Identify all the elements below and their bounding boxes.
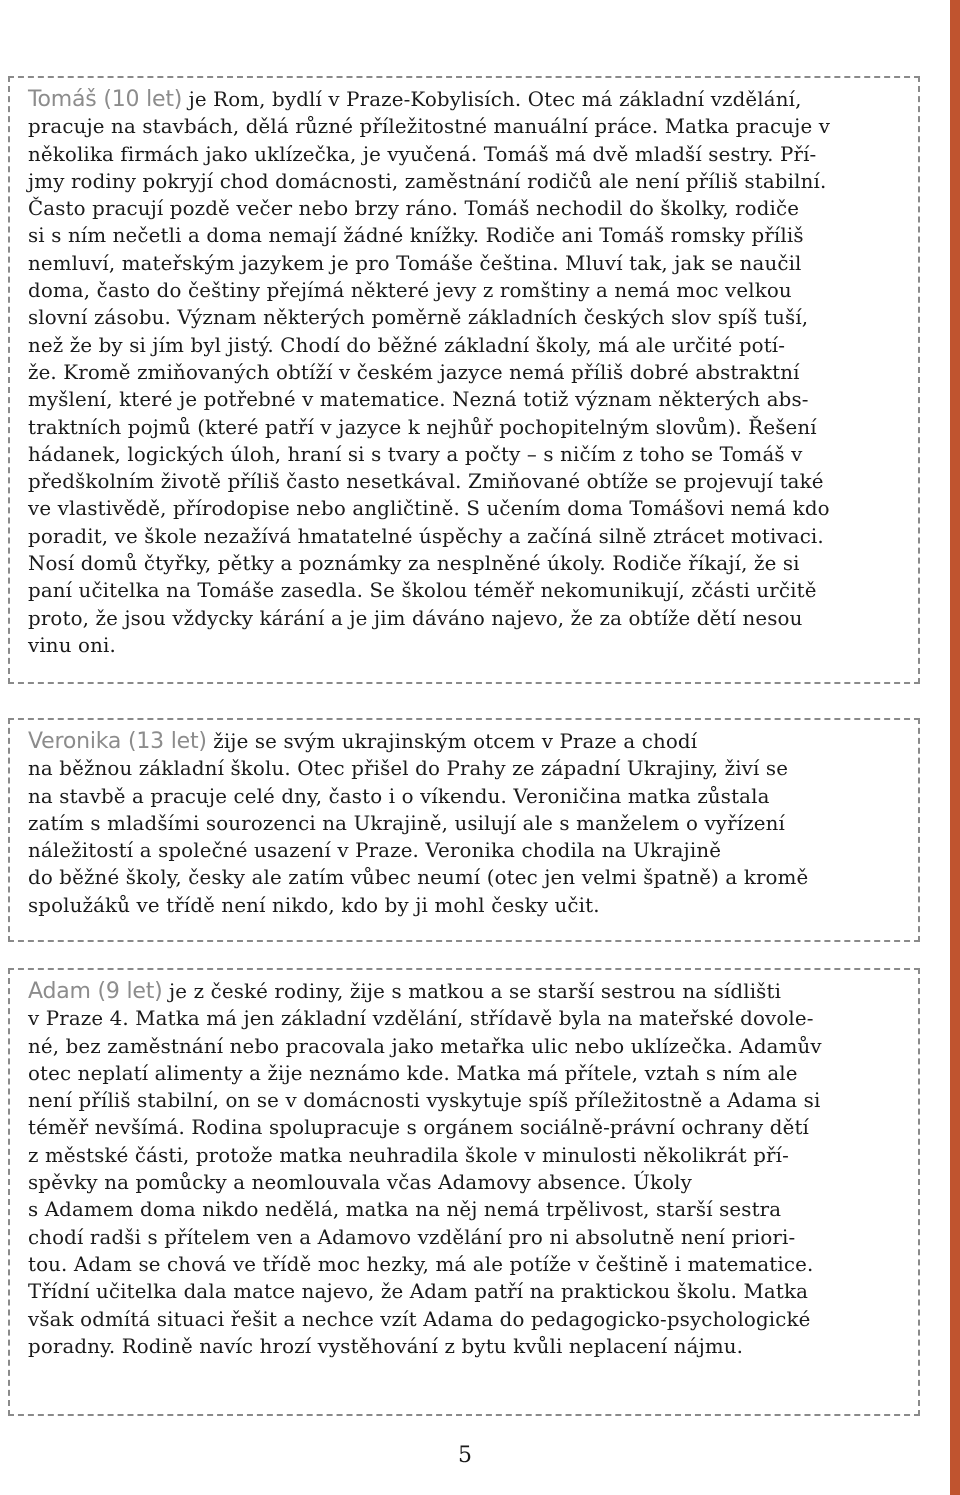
- text-line: na stavbě a pracuje celé dny, často i o víkendu. Veroničina matka zůstala: [28, 784, 770, 808]
- text-line: s Adamem doma nikdo nedělá, matka na něj nemá trpělivost, starší sestra: [28, 1198, 782, 1222]
- text-line: si s ním nečetli a doma nemají žádné knížky. Rodiče ani Tomáš romsky příliš: [28, 224, 804, 248]
- text-line: proto, že jsou vždycky kárání a je jim dáváno najevo, že za obtíže dětí nesou: [28, 606, 803, 630]
- case-box-tomas: [8, 76, 920, 684]
- text-line: téměř nevšímá. Rodina spolupracuje s orgánem sociálně-právní ochrany dětí: [28, 1116, 810, 1140]
- line-text: je z české rodiny, žije s matkou a se starší sestrou na sídlišti: [162, 980, 782, 1003]
- text-line: než že by si jím byl jistý. Chodí do běžné základní školy, má ale určité potí-: [28, 333, 786, 357]
- text-line: traktních pojmů (které patří v jazyce k nejhůř pochopitelným slovům). Řešení: [28, 415, 817, 439]
- line-text: je Rom, bydlí v Praze-Kobylisích. Otec má základní vzdělání,: [182, 88, 802, 111]
- text-line: poradny. Rodině navíc hrozí vystěhování z bytu kvůli neplacení nájmu.: [28, 1334, 744, 1358]
- text-line: Nosí domů čtyřky, pětky a poznámky za nesplněné úkoly. Rodiče říkají, že si: [28, 552, 800, 576]
- text-line: paní učitelka na Tomáše zasedla. Se školou téměř nekomunikují, zčásti určitě: [28, 579, 817, 603]
- text-line: není příliš stabilní, on se v domácnosti vyskytuje spíš příležitostně a Adama si: [28, 1089, 821, 1113]
- case-paragraph-adam: [28, 978, 902, 1360]
- text-line: [28, 978, 902, 1005]
- text-line: že. Kromě zmiňovaných obtíží v českém jazyce nemá příliš dobré abstraktní: [28, 360, 800, 384]
- text-line: na běžnou základní školu. Otec přišel do Prahy ze západní Ukrajiny, živí se: [28, 757, 789, 781]
- text-line: doma, často do češtiny přejímá některé jevy z romštiny a nemá moc velkou: [28, 279, 792, 303]
- page-number: 5: [458, 1443, 472, 1468]
- case-box-adam: [8, 968, 920, 1416]
- person-name-heading: Tomáš (10 let): [28, 87, 183, 112]
- text-line: náležitostí a společné usazení v Praze. Veronika chodila na Ukrajině: [28, 839, 722, 863]
- text-line: ve vlastivědě, přírodopise nebo angličtině. S učením doma Tomášovi nemá kdo: [28, 497, 830, 521]
- text-line: spolužáků ve třídě není nikdo, kdo by ji mohl česky učit.: [28, 893, 600, 917]
- text-line: spěvky na pomůcky a neomlouvala včas Adamovy absence. Úkoly: [28, 1171, 692, 1195]
- text-line: předškolním životě příliš často nesetkával. Zmiňované obtíže se projevují také: [28, 470, 824, 494]
- text-line: myšlení, které je potřebné v matematice. Nezná totiž význam některých abs-: [28, 388, 809, 412]
- line-text: žije se svým ukrajinským otcem v Praze a chodí: [206, 730, 698, 753]
- text-line: né, bez zaměstnání nebo pracovala jako metařka ulic nebo uklízečka. Adamův: [28, 1034, 822, 1058]
- text-line: nemluví, mateřským jazykem je pro Tomáše čeština. Mluví tak, jak se naučil: [28, 251, 802, 275]
- case-paragraph-tomas: [28, 86, 902, 659]
- text-line: Často pracují pozdě večer nebo brzy ráno. Tomáš nechodil do školky, rodiče: [28, 197, 800, 221]
- text-line: hádanek, logických úloh, hraní si s tvary a počty – s ničím z toho se Tomáš v: [28, 442, 803, 466]
- text-line: [28, 86, 902, 113]
- person-name-heading: Veronika (13 let): [28, 729, 207, 754]
- text-line: do běžné školy, česky ale zatím vůbec neumí (otec jen velmi špatně) a kromě: [28, 866, 809, 890]
- text-line: vinu oni.: [28, 633, 116, 657]
- text-line: zatím s mladšími sourozenci na Ukrajině, usilují ale s manželem o vyřízení: [28, 811, 786, 835]
- text-line: poradit, ve škole nezažívá hmatatelné úspěchy a začíná silně ztrácet motivaci.: [28, 524, 824, 548]
- text-line: jmy rodiny pokryjí chod domácnosti, zaměstnání rodičů ale není příliš stabilní.: [28, 169, 827, 193]
- text-line: tou. Adam se chová ve třídě moc hezky, má ale potíže v češtině i matematice.: [28, 1252, 814, 1276]
- case-paragraph-veronika: [28, 728, 902, 919]
- text-line: však odmítá situaci řešit a nechce vzít Adama do pedagogicko-psychologické: [28, 1307, 811, 1331]
- text-line: několika firmách jako uklízečka, je vyučená. Tomáš má dvě mladší sestry. Pří-: [28, 142, 817, 166]
- text-line: [28, 728, 902, 755]
- person-name-heading: Adam (9 let): [28, 979, 163, 1004]
- text-line: v Praze 4. Matka má jen základní vzdělání, střídavě byla na mateřské dovole-: [28, 1007, 814, 1031]
- text-line: z městské části, protože matka neuhradila škole v minulosti několikrát pří-: [28, 1143, 789, 1167]
- text-line: pracuje na stavbách, dělá různé příležitostné manuální práce. Matka pracuje v: [28, 115, 831, 139]
- text-line: Třídní učitelka dala matce najevo, že Adam patří na praktickou školu. Matka: [28, 1280, 809, 1304]
- case-box-veronika: [8, 718, 920, 942]
- text-line: chodí radši s přítelem ven a Adamovo vzdělání pro ni absolutně není priori-: [28, 1225, 796, 1249]
- text-line: slovní zásobu. Význam některých poměrně základních českých slov spíš tuší,: [28, 306, 809, 330]
- accent-bar: [950, 0, 960, 1495]
- text-line: otec neplatí alimenty a žije neznámo kde. Matka má přítele, vztah s ním ale: [28, 1061, 798, 1085]
